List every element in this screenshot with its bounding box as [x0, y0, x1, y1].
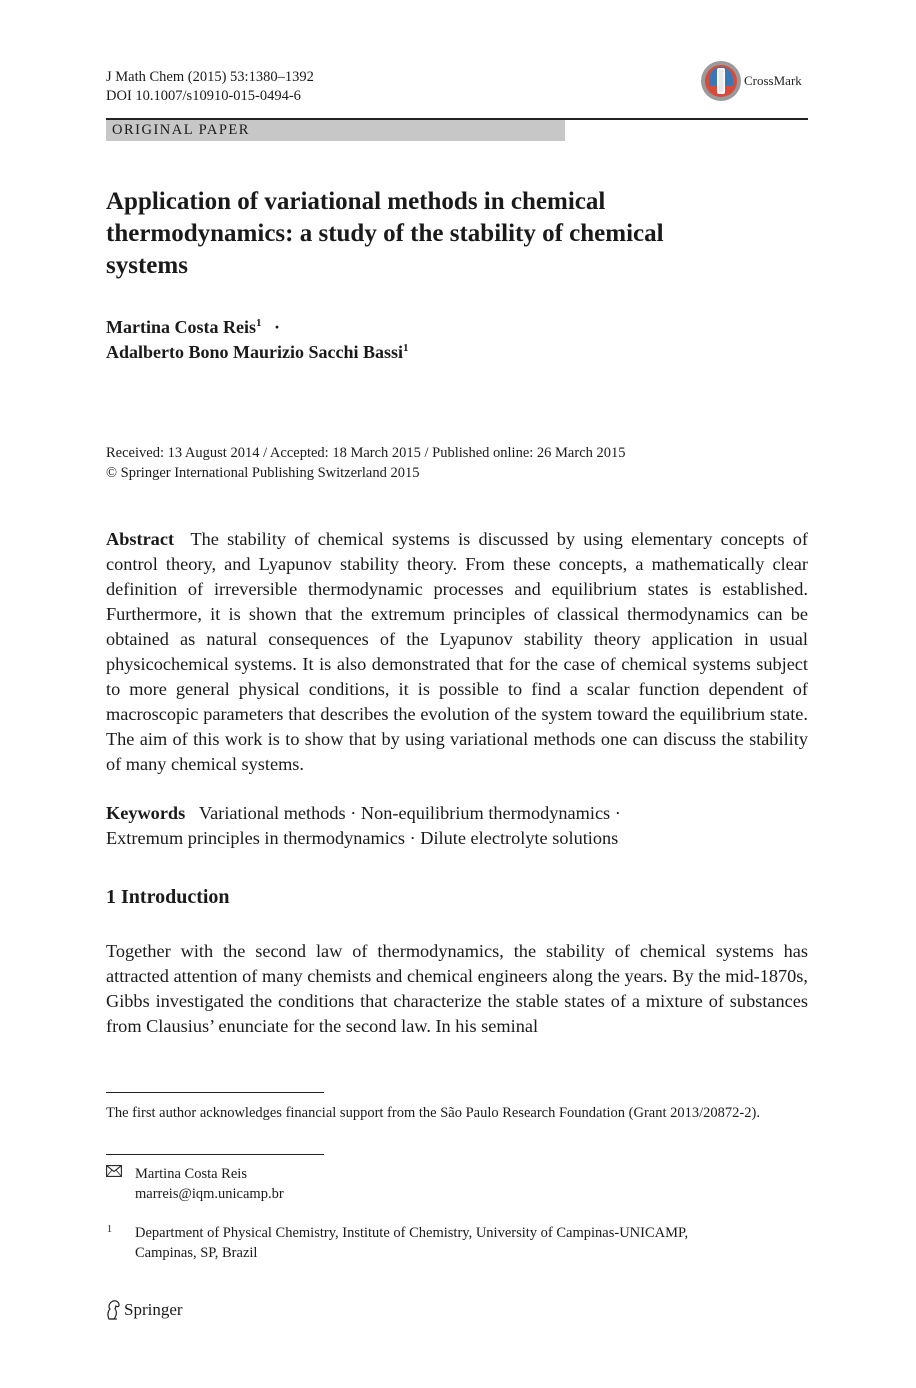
paper-title: Application of variational methods in chemical thermodynamics: a study of the stability of chemical systems — [106, 188, 664, 279]
author-separator: · — [273, 317, 280, 337]
keywords — [106, 801, 808, 851]
contact-name: Martina Costa Reis — [135, 1166, 247, 1182]
author-2-affiliation: 1 — [403, 342, 409, 354]
abstract-label: Abstract — [106, 529, 175, 549]
author-2[interactable] — [106, 341, 409, 363]
funding-footnote: The first author acknowledges financial support from the São Paulo Research Foundation (Grant 2013/20872-2). — [106, 1105, 760, 1121]
crossmark-label: CrossMark — [744, 73, 802, 88]
affiliation-number: 1 — [107, 1224, 112, 1235]
contact-rule — [106, 1154, 324, 1155]
keywords-line-1: Variational methods · Non-equilibrium thermodynamics · — [198, 803, 621, 823]
journal-citation: J Math Chem (2015) 53:1380–1392 — [106, 69, 314, 85]
abstract — [106, 527, 808, 777]
affiliation-line-1: Department of Physical Chemistry, Institute of Chemistry, University of Campinas-UNICAMP, — [135, 1225, 689, 1241]
crossmark-badge[interactable] — [700, 60, 808, 102]
publication-dates: Received: 13 August 2014 / Accepted: 18 March 2015 / Published online: 26 March 2015 — [106, 445, 626, 461]
introduction-text: Together with the second law of thermodynamics, the stability of chemical systems has attracted attention of many chemists and chemical engineers along the years. By the mid-1870s, Gibbs investigated the conditions that characterize the stable states of a mixture of substances from Clausius’ enunciate for the second law. In his seminal — [106, 941, 808, 1036]
author-1-name: Martina Costa Reis — [106, 317, 256, 337]
affiliation-line-2: Campinas, SP, Brazil — [135, 1245, 258, 1261]
contact-email[interactable]: marreis@iqm.unicamp.br — [135, 1186, 284, 1202]
envelope-icon — [106, 1165, 122, 1177]
author-1-affiliation: 1 — [255, 317, 262, 329]
section-heading-introduction: 1 Introduction — [106, 886, 230, 908]
crossmark-icon — [700, 60, 742, 102]
keywords-line-2: Extremum principles in thermodynamics · Dilute electrolyte solutions — [106, 828, 619, 848]
abstract-text: The stability of chemical systems is discussed by using elementary concepts of control theory, and Lyapunov stability theory. From these concepts, a mathematically clear definition of irreversible thermodynamic processes and equilibrium states is established. Furthermore, it is shown that the extremum principles of classical thermodynamics can be obtained as natural consequences of the Lyapunov stability theory application in usual physicochemical systems. It is also demonstrated that for the case of chemical systems subject to more general physical conditions, it is possible to find a scalar function dependent of macroscopic parameters that describes the evolution of the system toward the equilibrium state. The aim of this work is to show that by using variational methods one can discuss the stability of many chemical systems. — [106, 529, 808, 774]
author-1[interactable] — [106, 316, 280, 338]
author-2-name: Adalberto Bono Maurizio Sacchi Bassi — [106, 342, 404, 362]
springer-horse-icon — [104, 1299, 122, 1321]
publisher-name: Springer — [124, 1300, 183, 1319]
footnote-rule — [106, 1092, 324, 1093]
doi: DOI 10.1007/s10910-015-0494-6 — [106, 88, 301, 104]
article-type: ORIGINAL PAPER — [106, 120, 565, 141]
copyright: © Springer International Publishing Switzerland 2015 — [106, 465, 420, 481]
keywords-label: Keywords — [106, 803, 186, 823]
